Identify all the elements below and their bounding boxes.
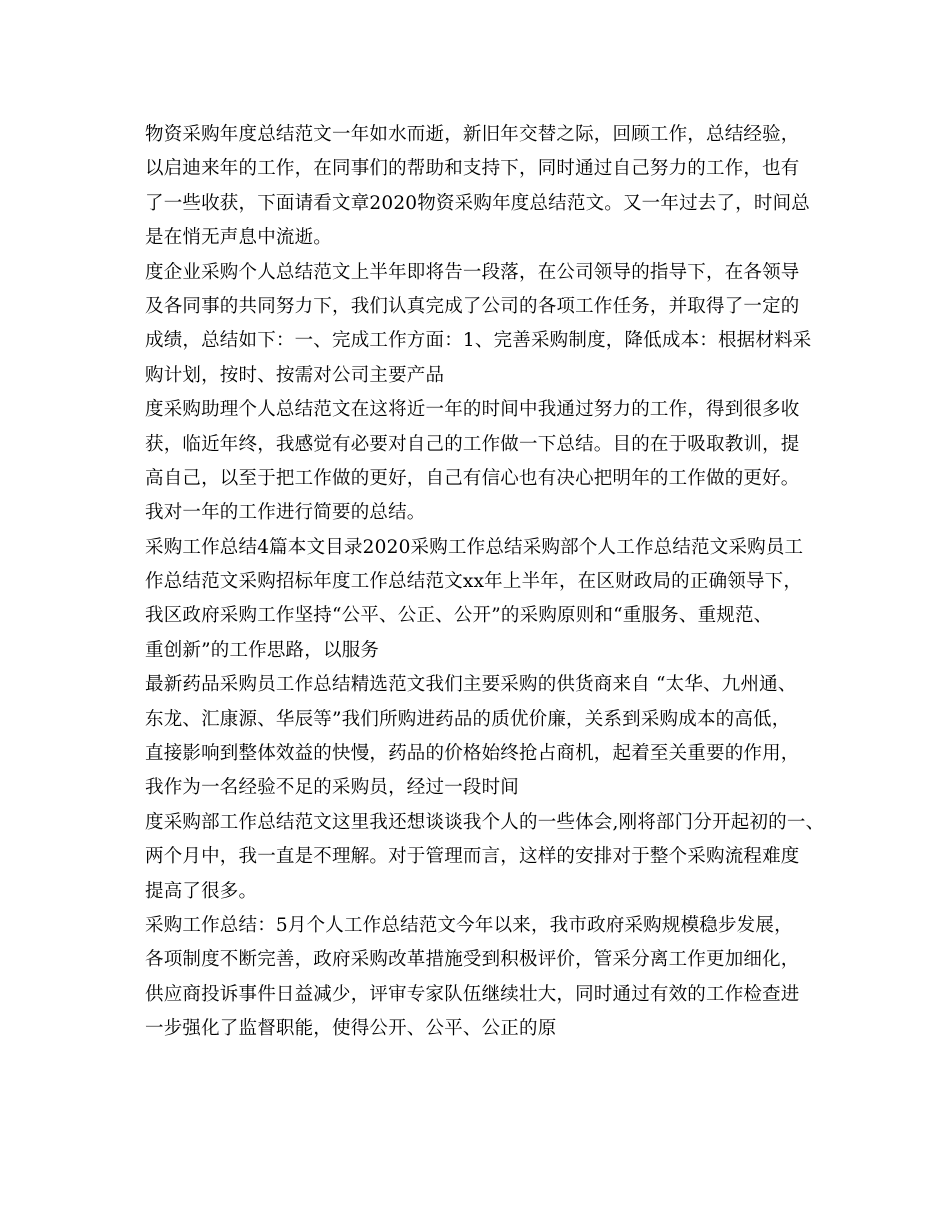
paragraph-4 [145,531,845,669]
text-line: 以启迪来年的工作，在同事们的帮助和支持下，同时通过自己努力的工作，也有 [145,158,800,180]
paragraph-5 [145,668,845,806]
text-line: 各项制度不断完善，政府采购改革措施受到积极评价，管采分离工作更加细化， [145,949,800,971]
paragraph-3 [145,393,845,531]
paragraph-2 [145,256,845,394]
text-line: 重创新”的工作思路，以服务 [145,639,380,661]
text-line: 两个月中，我一直是不理解。对于管理而言，这样的安排对于整个采购流程难度 [145,846,800,868]
text-line: 最新药品采购员工作总结精选范文我们主要采购的供货商来自 “太华、九州通、 [145,674,797,696]
document-body [145,118,845,1047]
text-line: 我作为一名经验不足的采购员，经过一段时间 [145,777,520,799]
text-line: 购计划，按时、按需对公司主要产品 [145,364,445,386]
text-line: 是在悄无声息中流逝。 [145,227,333,249]
text-line: 度采购部工作总结范文这里我还想谈谈我个人的一些体会,刚将部门分开起初的一、 [145,811,825,833]
text-line: 一步强化了监督职能，使得公开、公平、公正的原 [145,1018,557,1040]
text-line: 作总结范文采购招标年度工作总结范文xx年上半年，在区财政局的正确领导下， [145,571,803,593]
text-line: 度企业采购个人总结范文上半年即将告一段落，在公司领导的指导下，在各领导 [145,261,800,283]
text-line: 直接影响到整体效益的快慢，药品的价格始终抢占商机，起着至关重要的作用， [145,743,800,765]
paragraph-7 [145,909,845,1047]
text-line: 东龙、汇康源、华辰等”我们所购进药品的质优价廉，关系到采购成本的高低， [145,708,791,730]
text-line: 我对一年的工作进行简要的总结。 [145,502,426,524]
text-line: 高自己，以至于把工作做的更好，自己有信心也有决心把明年的工作做的更好。 [145,467,800,489]
text-line: 成绩，总结如下：一、完成工作方面：1、完善采购制度，降低成本：根据材料采 [145,330,812,352]
paragraph-6 [145,806,845,909]
text-line: 采购工作总结：5月个人工作总结范文今年以来，我市政府采购规模稳步发展， [145,914,793,936]
text-line: 及各同事的共同努力下，我们认真完成了公司的各项工作任务，并取得了一定的 [145,295,800,317]
text-line: 物资采购年度总结范文一年如水而逝，新旧年交替之际，回顾工作，总结经验， [145,124,800,145]
paragraph-1 [145,118,845,256]
text-line: 采购工作总结4篇本文目录2020采购工作总结采购部个人工作总结范文采购员工 [145,536,804,558]
text-line: 供应商投诉事件日益减少，评审专家队伍继续壮大，同时通过有效的工作检查进 [145,983,800,1005]
text-line: 提高了很多。 [145,880,258,902]
text-line: 度采购助理个人总结范文在这将近一年的时间中我通过努力的工作，得到很多收 [145,399,800,421]
text-line: 我区政府采购工作坚持“公平、公正、公开”的采购原则和“重服务、重规范、 [145,605,773,627]
text-line: 了一些收获，下面请看文章2020物资采购年度总结范文。又一年过去了，时间总 [145,192,810,214]
text-line: 获，临近年终，我感觉有必要对自己的工作做一下总结。目的在于吸取教训，提 [145,433,800,455]
